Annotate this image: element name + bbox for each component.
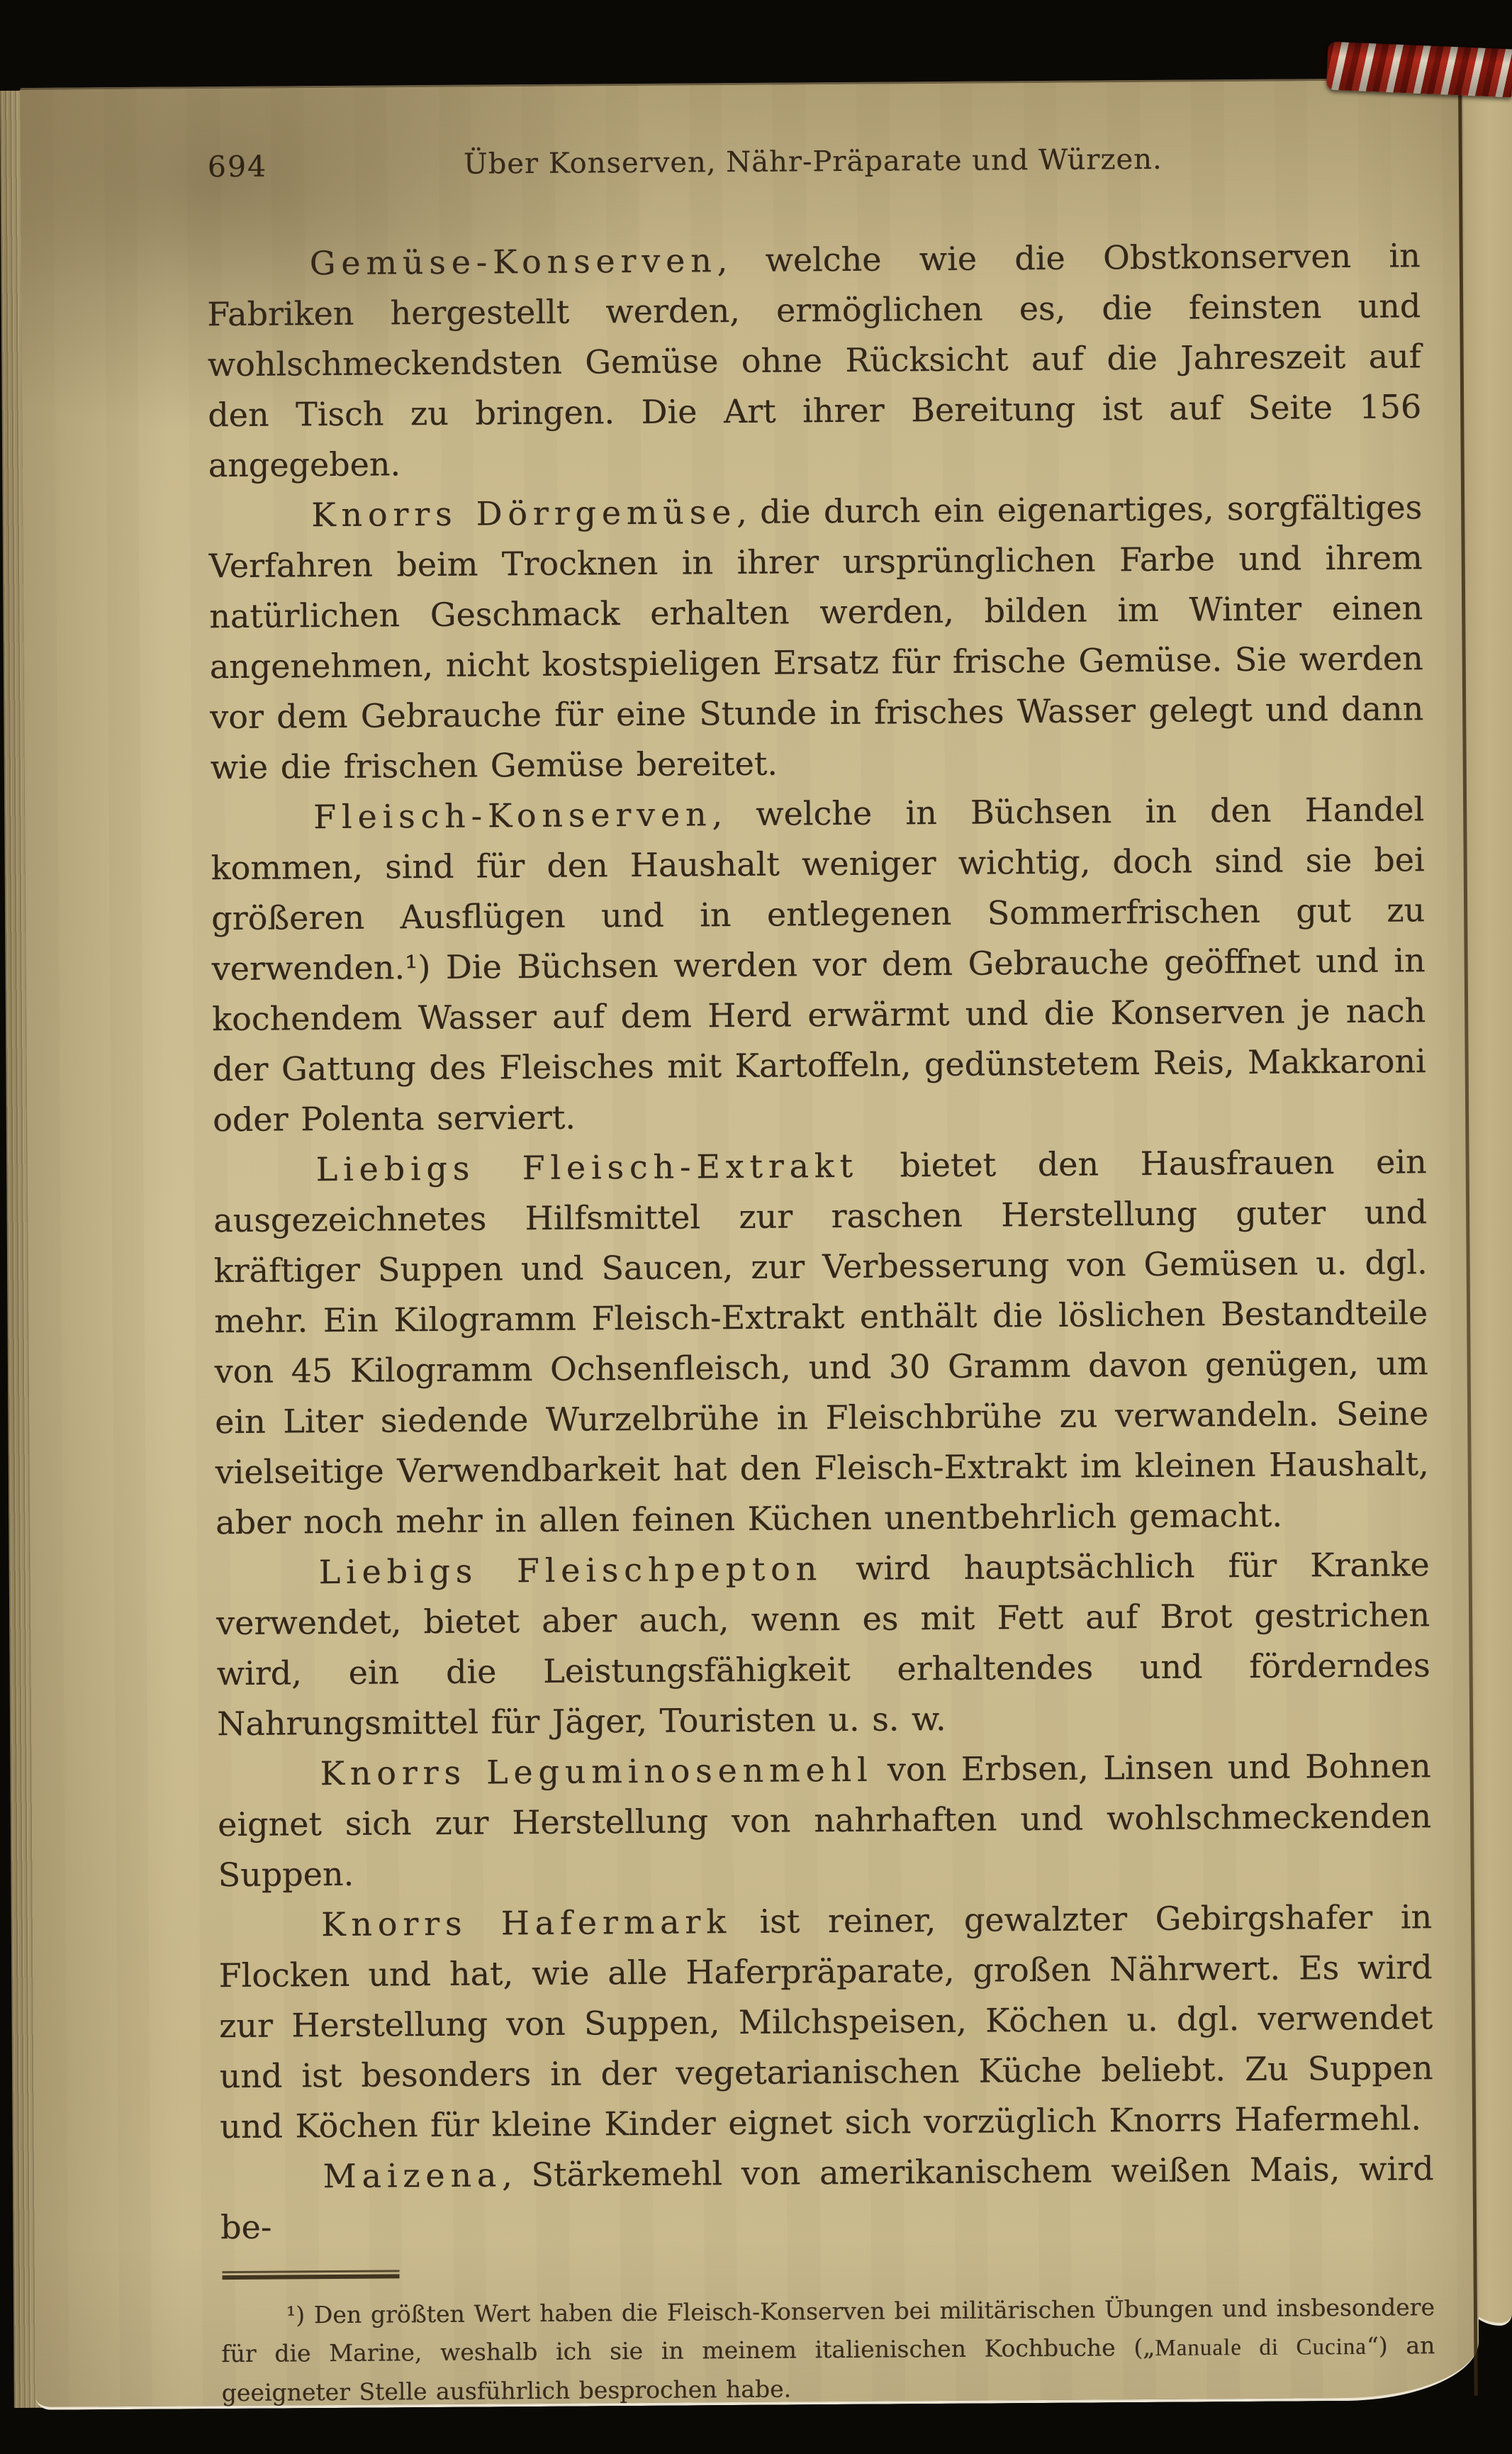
product-term: Gemüse-Konserven bbox=[309, 241, 717, 283]
paragraph-text: ist reiner, gewalzter Gebirgshafer in Flocken und hat, wie alle Haferpräparate, großen Nährwert. Es wird zur Herstellung von Suppen, Milchspeisen, Köchen u. dgl. verwendet und ist besonders in der vegetarianischen Küche beliebt. Zu Suppen und Köchen für kleine Kinder eignet sich vorzüglich Knorrs Hafermehl. bbox=[218, 1897, 1433, 2146]
paragraph bbox=[220, 2143, 1434, 2253]
text-column bbox=[206, 141, 1435, 2436]
product-term: Maizena bbox=[323, 2155, 503, 2196]
paragraph bbox=[218, 1892, 1433, 2152]
paragraph bbox=[215, 1539, 1430, 1749]
paragraph bbox=[208, 482, 1424, 793]
book-page bbox=[20, 78, 1479, 2410]
page-header bbox=[206, 141, 1420, 186]
paragraph-text: wird hauptsächlich für Kranke verwendet, bietet aber auch, wenn es mit Fett auf Brot gestrichen wird, ein die Leistungsfähigkeit erhaltendes und förderndes Nahrungsmittel für Jäger, Touristen u. s. w. bbox=[215, 1545, 1430, 1744]
page-number: 694 bbox=[207, 149, 268, 184]
paragraph-text: bietet den Hausfrauen ein ausgezeichnetes Hilfsmittel zur raschen Herstellung guter und kräftiger Suppen und Saucen, zur Verbesserung von Gemüsen u. dgl. mehr. Ein Kilogramm Fleisch-Extrakt enthält die löslichen Bestandteile von 45 Kilogramm Ochsenfleisch, und 30 Gramm davon genügen, um ein Liter siedende Wurzelbrühe in Fleischbrühe zu verwandeln. Seine vielseitige Verwendbarkeit hat den Fleisch-Extrakt im kleinen Haushalt, aber noch mehr in allen feinen Küchen unentbehrlich gemacht. bbox=[213, 1142, 1429, 1542]
paragraph-text: , Stärkemehl von amerikanischem weißen Mais, wird be- bbox=[220, 2149, 1434, 2247]
running-header: Über Konserven, Nähr-Präparate und Würzen. bbox=[463, 143, 1163, 181]
product-term: Knorrs Hafermark bbox=[320, 1902, 732, 1944]
headband-ribbon bbox=[1326, 42, 1512, 98]
product-term: Knorrs Leguminosenmehl bbox=[320, 1750, 873, 1793]
paragraph bbox=[211, 784, 1426, 1145]
product-term: Liebigs Fleischpepton bbox=[318, 1549, 823, 1592]
product-term: Fleisch-Konserven bbox=[313, 795, 712, 837]
footnote-text: “) an geeigneter Stelle ausführlich besprochen habe. bbox=[221, 2331, 1435, 2407]
paragraph-text: , die durch ein eigenartiges, sorgfältiges Verfahren beim Trocknen in ihrer ursprünglichen Farbe und ihrem natürlichen Geschmack erhalten werden, bilden im Winter einen angenehmen, nicht kostspieligen Ersatz für frische Gemüse. Sie werden vor dem Gebrauche für eine Stunde in frisches Wasser gelegt und dann wie die frischen Gemüse bereitet. bbox=[208, 488, 1424, 787]
footnote-text: ¹) Den größten Wert haben die Fleisch-Konserven bei militärischen Übungen und insbesondere für die Marine, weshalb ich sie in meinem italienischen Kochbuche („ bbox=[221, 2293, 1435, 2368]
paragraph-text: von Erbsen, Linsen und Bohnen eignet sich zur Herstellung von nahrhaften und wohlschmeckenden Suppen. bbox=[217, 1746, 1432, 1895]
paragraph bbox=[206, 230, 1421, 491]
product-term: Liebigs Fleisch-Extrakt bbox=[315, 1146, 858, 1189]
footnote-separator-thick bbox=[223, 2274, 400, 2280]
paragraph-text: , welche in Büchsen in den Handel kommen, sind für den Haushalt weniger wichtig, doch sind sie bei größeren Ausflügen und in entlegenen Sommerfrischen gut zu verwenden.¹) Die Büchsen werden vor dem Gebrauche geöffnet und in kochendem Wasser auf dem Herd erwärmt und die Konserven je nach der Gattung des Fleisches mit Kartoffeln, gedünstetem Reis, Makkaroni oder Polenta serviert. bbox=[211, 790, 1426, 1139]
footnote-separator-thin bbox=[223, 2270, 400, 2273]
product-term: Knorrs Dörrgemüse bbox=[311, 492, 737, 535]
footnote-book-title: Manuale di Cucina bbox=[1155, 2333, 1367, 2361]
paragraph-text: , welche wie die Obstkonserven in Fabriken hergestellt werden, ermöglichen es, die feinsten und wohlschmeckendsten Gemüse ohne Rücksicht auf die Jahreszeit auf den Tisch zu bringen. Die Art ihrer Bereitung ist auf Seite 156 angegeben. bbox=[207, 236, 1422, 485]
paragraph bbox=[217, 1741, 1431, 1900]
footnote bbox=[221, 2288, 1435, 2412]
body-text bbox=[206, 230, 1434, 2253]
paragraph bbox=[213, 1137, 1429, 1548]
